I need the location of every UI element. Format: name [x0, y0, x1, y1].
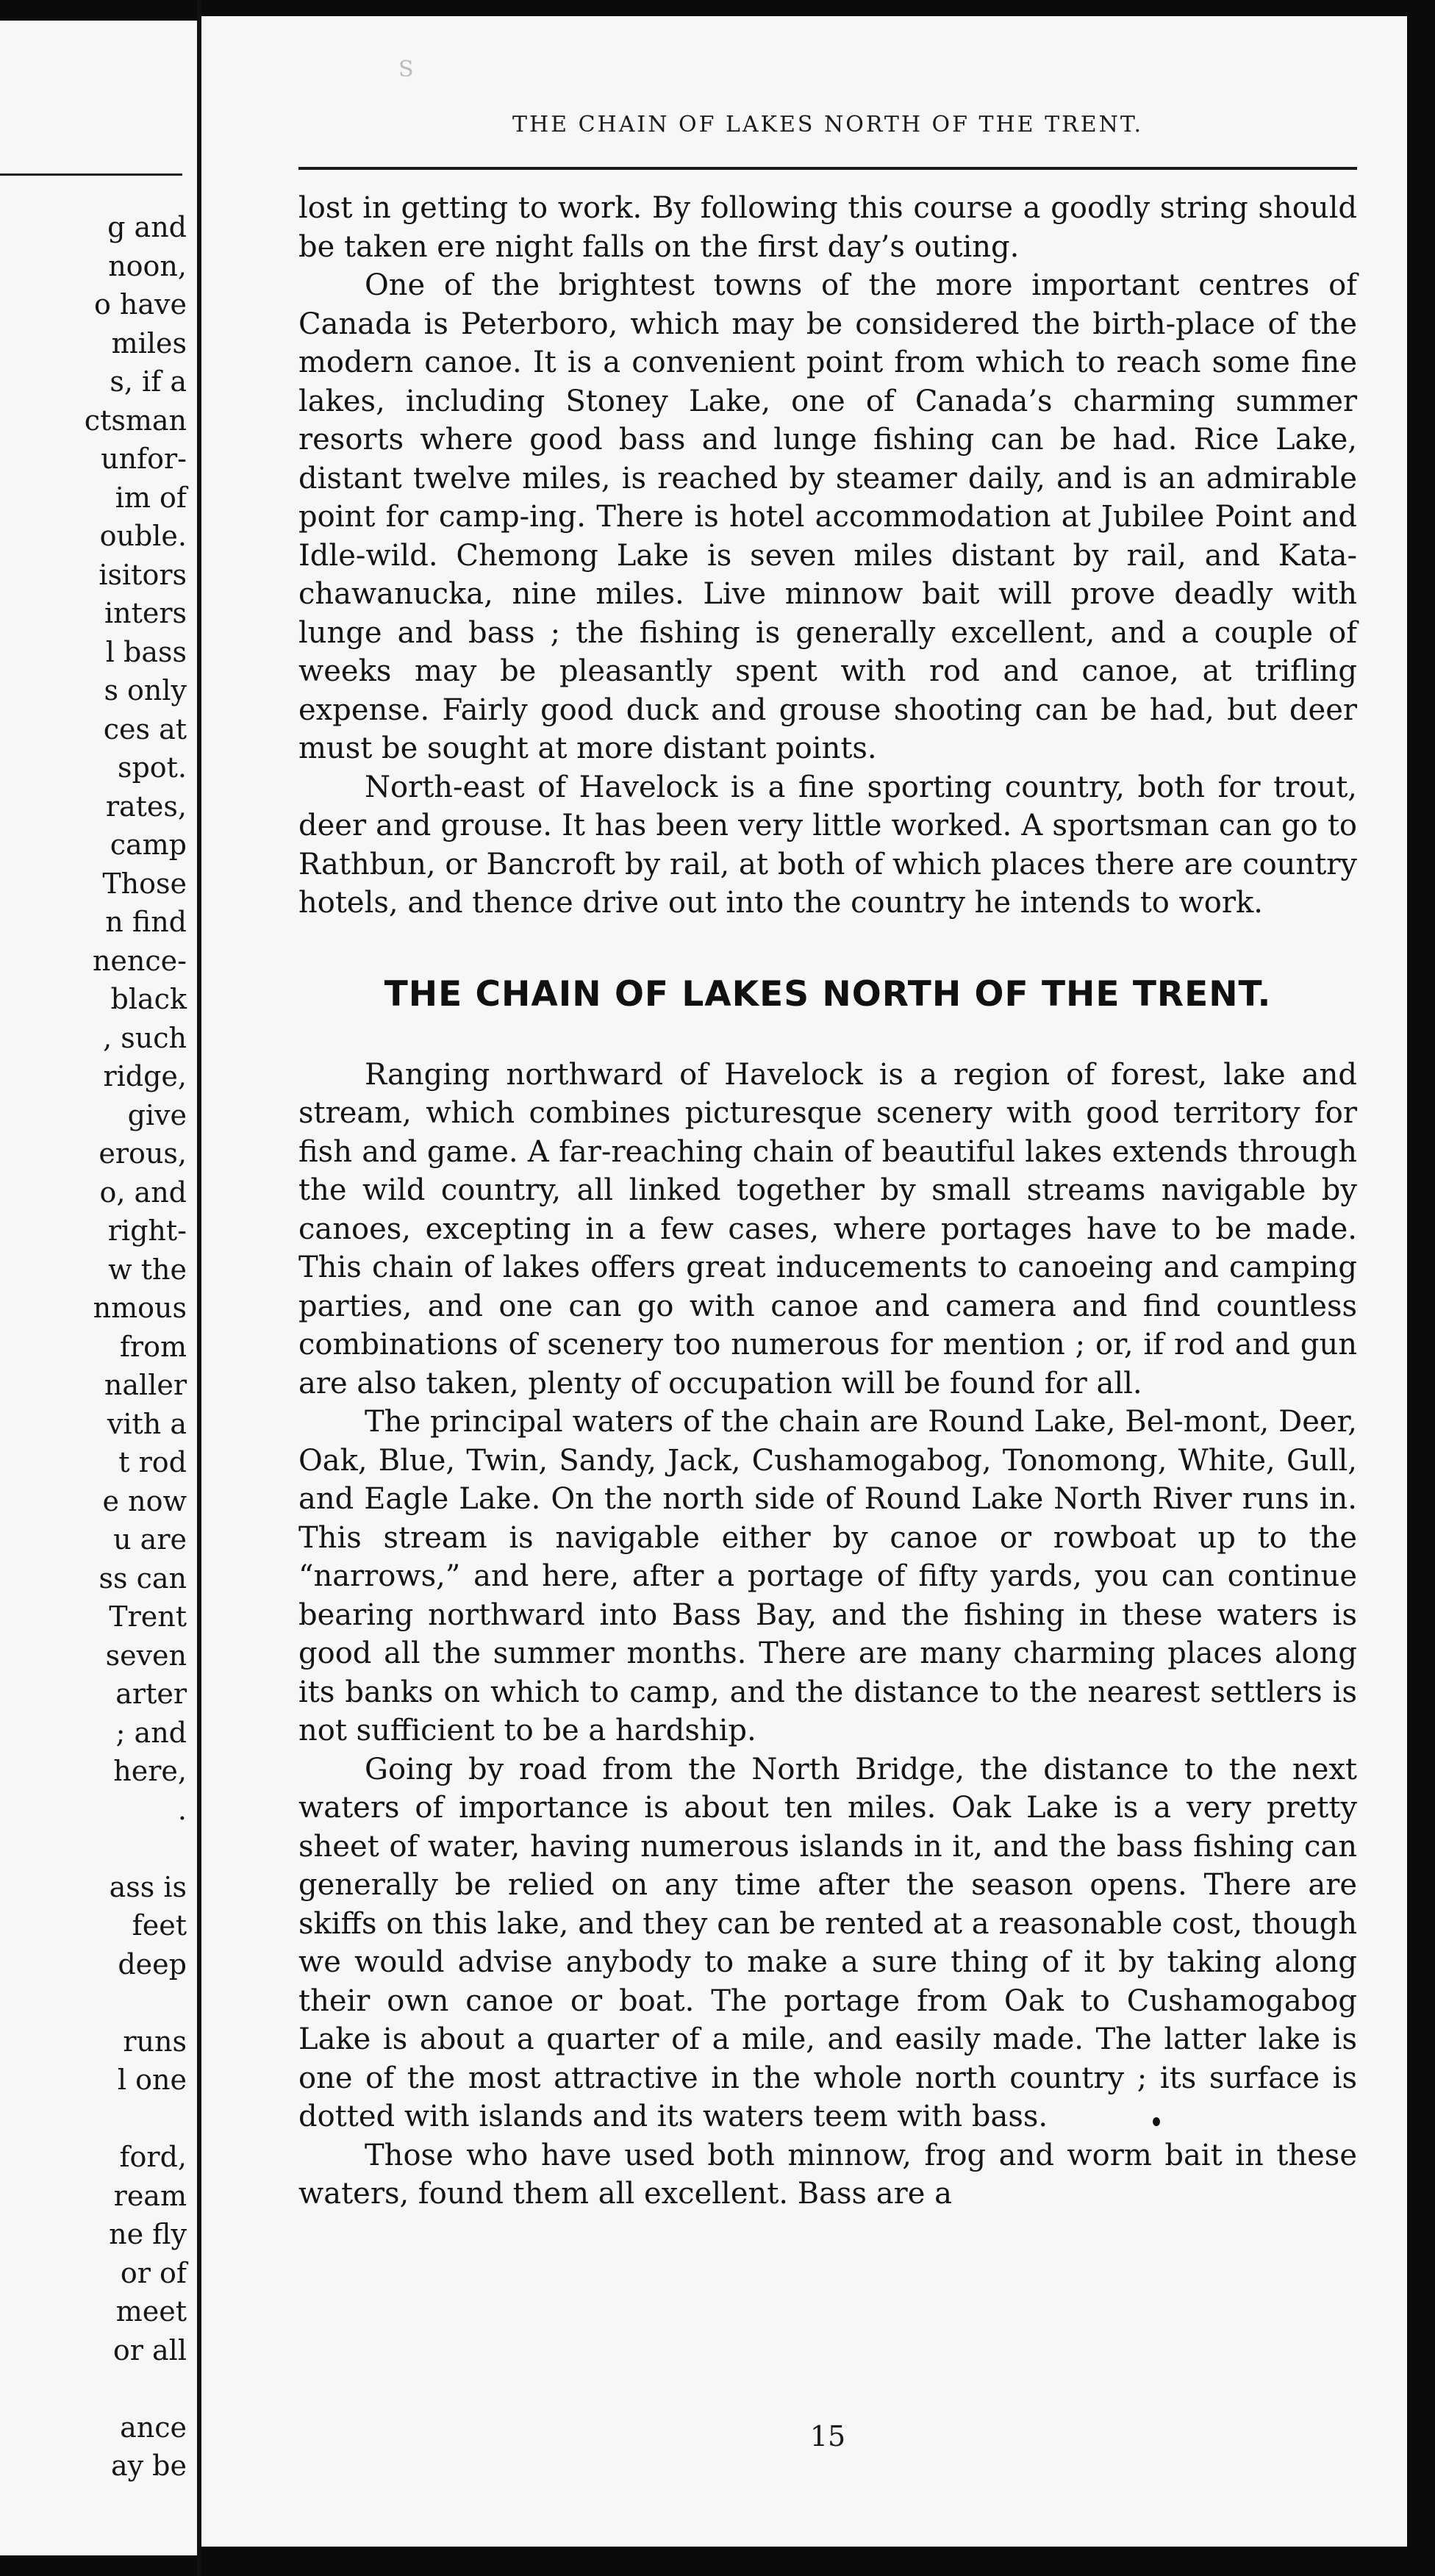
- facing-page-line: .: [177, 1793, 187, 1826]
- running-head: THE CHAIN OF LAKES NORTH OF THE TRENT.: [512, 112, 1143, 137]
- facing-page-line: from: [119, 1330, 187, 1363]
- facing-page-line: [0, 1829, 193, 1868]
- facing-page-fragment: [0, 21, 197, 2555]
- facing-page-line: l bass: [105, 635, 187, 668]
- facing-page-line: [0, 1983, 193, 2022]
- facing-page-line: ; and: [115, 1716, 187, 1749]
- ink-speck: [1153, 2117, 1160, 2126]
- facing-page-line: feet: [132, 1909, 187, 1942]
- facing-page-line: Those: [102, 867, 187, 900]
- facing-page-line: right-: [107, 1214, 187, 1247]
- facing-page-line: erous,: [99, 1137, 187, 1170]
- section-title: THE CHAIN OF LAKES NORTH OF THE TRENT.: [384, 973, 1272, 1015]
- facing-page-line: im of: [115, 481, 187, 514]
- paragraph: The principal waters of the chain are Round Lake, Bel-mont, Deer, Oak, Blue, Twin, Sandy, Jack, Cushamogabog, Tonomong, White, Gull, and Eagle Lake. On the north side of Round Lake North River runs in. This stream is navigable either by canoe or rowboat up to the “narrows,” and here, after a portage of fifty yards, you can continue bearing northward into Bass Bay, and the fishing in these waters is good all the summer months. There are many charming places along its banks on which to camp, and the distance to the nearest settlers is not sufficient to be a hardship.: [298, 1405, 1357, 1747]
- facing-page-line: ss can: [99, 1561, 187, 1595]
- paragraph: Ranging northward of Havelock is a region of forest, lake and stream, which combines picturesque scenery with good territory for fish and game. A far-reaching chain of beautiful lakes extends through the wild country, all linked together by small streams navigable by canoes, excepting in a few cases, where portages have to be made. This chain of lakes offers great inducements to canoeing and camping parties, and one can go with canoe and camera and find countless combinations of scenery too numerous for mention ; or, if rod and gun are also taken, plenty of occupation will be found for all.: [298, 1057, 1357, 1400]
- margin-mark: S: [398, 57, 414, 82]
- book-page: [201, 16, 1407, 2547]
- facing-page-line: u are: [113, 1523, 187, 1556]
- facing-page-line: , such: [103, 1021, 187, 1054]
- facing-page-line: ridge,: [103, 1060, 187, 1092]
- paragraph: One of the brightest towns of the more important centres of Canada is Peterboro, which may be considered the birth-place of the modern canoe. It is a convenient point from which to reach some fine lakes, including Stoney Lake, one of Canada’s charming summer resorts where good bass and lunge fishing can be had. Rice Lake, distant twelve miles, is reached by steamer daily, and is an admirable point for camp-ing. There is hotel accommodation at Jubilee Point and Idle-wild. Chemong Lake is seven miles distant by rail, and Kata-chawanucka, nine miles. Live minnow bait will prove deadly with lunge and bass ; the fishing is generally excellent, and a couple of weeks may be pleasantly spent with rod and canoe, at trifling expense. Fairly good duck and grouse shooting can be had, but deer must be sought at more distant points.: [298, 268, 1357, 765]
- facing-page-line: nence-: [92, 944, 187, 977]
- facing-page-line: o, and: [99, 1176, 187, 1209]
- paragraph: North-east of Havelock is a fine sporting country, both for trout, deer and grouse. It has been very little worked. A sportsman can go to Rathbun, or Bancroft by rail, at both of which places there are country hotels, and thence drive out into the country he intends to work.: [298, 770, 1357, 920]
- facing-page-line: s, if a: [110, 365, 187, 398]
- facing-page-line: ouble.: [99, 520, 187, 552]
- facing-page-rule: [0, 173, 182, 176]
- paragraph: Going by road from the North Bridge, the distance to the next waters of importance is about ten miles. Oak Lake is a very pretty sheet of water, having numerous islands in it, and the bass fishing can generally be relied on any time after the season opens. There are skiffs on this lake, and they can be rented at a reasonable cost, though we would advise anybody to make a sure thing of it by taking along their own canoe or boat. The portage from Oak to Cushamogabog Lake is about a quarter of a mile, and easily made. The latter lake is one of the most attractive in the whole north country ; its surface is dotted with islands and its waters teem with bass.: [298, 1752, 1357, 2133]
- facing-page-line: nmous: [93, 1292, 187, 1324]
- facing-page-line: ance: [120, 2411, 187, 2444]
- facing-page-line: s only: [104, 674, 187, 706]
- facing-page-line: unfor-: [101, 443, 187, 475]
- facing-page-line: ne fly: [109, 2218, 187, 2250]
- facing-page-line: black: [110, 983, 187, 1015]
- facing-page-line: e now: [102, 1484, 187, 1517]
- facing-page-line: vith a: [107, 1407, 187, 1440]
- facing-page-line: Trent: [109, 1600, 187, 1633]
- facing-page-line: seven: [105, 1639, 187, 1672]
- facing-page-line: runs: [123, 2025, 187, 2058]
- paragraph: lost in getting to work. By following this course a goodly string should be taken ere night falls on the first day’s outing.: [298, 191, 1357, 264]
- facing-page-text: [0, 208, 193, 2486]
- facing-page-line: ctsman: [84, 404, 187, 437]
- facing-page-line: naller: [104, 1369, 187, 1401]
- facing-page-line: [0, 2369, 193, 2408]
- facing-page-line: ass is: [109, 1870, 187, 1903]
- facing-page-line: here,: [113, 1755, 187, 1787]
- facing-page-line: ream: [113, 2179, 187, 2212]
- facing-page-line: deep: [118, 1947, 187, 1981]
- facing-page-line: ces at: [103, 712, 187, 745]
- paragraph: Those who have used both minnow, frog and worm bait in these waters, found them all excellent. Bass are a: [298, 2138, 1357, 2211]
- facing-page-line: spot.: [117, 751, 187, 784]
- facing-page-line: ford,: [119, 2141, 187, 2173]
- text-column: [298, 189, 1357, 2214]
- facing-page-line: ay be: [110, 2450, 187, 2482]
- facing-page-line: [0, 2100, 193, 2139]
- facing-page-line: camp: [110, 829, 187, 861]
- facing-page-line: t rod: [118, 1446, 187, 1478]
- paragraphs-after-section: [298, 1056, 1357, 2214]
- running-head-rule: [298, 167, 1357, 170]
- facing-page-line: n find: [105, 906, 187, 938]
- facing-page-line: meet: [115, 2295, 187, 2328]
- facing-page-line: give: [127, 1098, 187, 1131]
- facing-page-line: or all: [112, 2333, 187, 2366]
- facing-page-line: isitors: [99, 558, 187, 591]
- facing-page-line: w the: [108, 1253, 187, 1286]
- facing-page-line: inters: [104, 597, 187, 629]
- facing-page-line: l one: [117, 2064, 187, 2096]
- facing-page-line: or of: [120, 2256, 187, 2289]
- facing-page-line: arter: [115, 1678, 187, 1710]
- facing-page-line: miles: [111, 326, 187, 359]
- facing-page-line: noon,: [108, 249, 187, 282]
- paragraphs-before-section: [298, 189, 1357, 923]
- page-number: 15: [809, 2420, 846, 2452]
- facing-page-line: g and: [107, 211, 187, 243]
- facing-page-line: rates,: [105, 790, 187, 823]
- facing-page-line: o have: [93, 288, 187, 321]
